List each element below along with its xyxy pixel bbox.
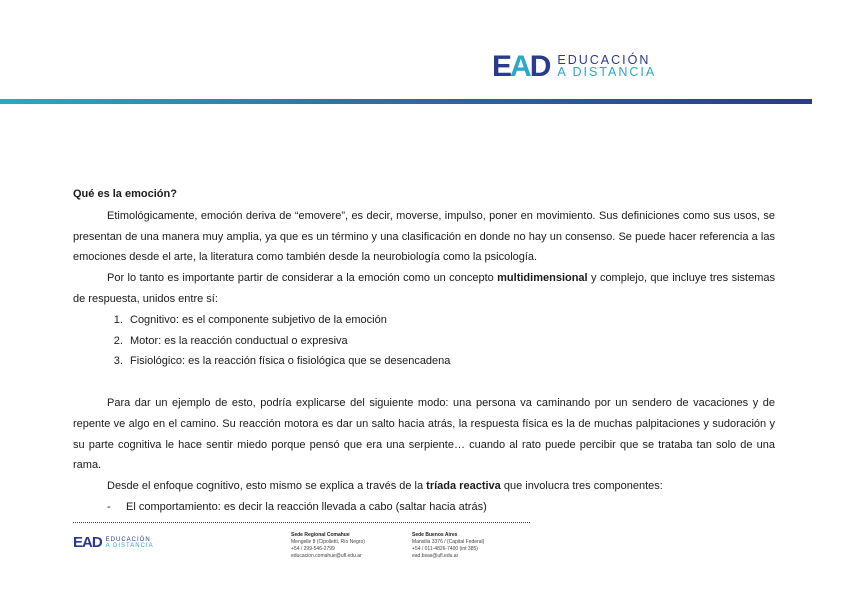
logo-line-1: EDUCACIÓN: [557, 53, 651, 67]
section-title: Qué es la emoción?: [73, 188, 177, 200]
footer-logo: EAD EDUCACIÓN A DISTANCIA: [73, 534, 154, 551]
list-item: 3. Fisiológico: es la reacción física o fisiológica que se desencadena: [126, 351, 775, 372]
document-body: [73, 184, 775, 518]
response-systems-list: [73, 310, 775, 372]
footer-sede-buenos-aires: Sede Buenos Aires Mansilla 3376 / (Capital Federal) +54 / 011-4826-7400 (int 385) ead.bsas@ufl.edu.ar: [412, 532, 485, 559]
header-divider: [0, 99, 812, 104]
paragraph-1: Etimológicamente, emoción deriva de “emovere”, es decir, moverse, impulso, poner en movimiento. Sus definiciones como sus usos, se presentan de una manera muy amplia, ya que es un término y una clasificación en donde no hay un consenso. Se puede hacer referencia a las emociones desde el arte, la literatura como también desde la neurobiología como la psicología.: [73, 209, 775, 264]
paragraph-3: Para dar un ejemplo de esto, podría explicarse del siguiente modo: una persona va caminando por un sendero de vacaciones y de repente ve algo en el camino. Su reacción motora es dar un salto hacia atrás, la respuesta física es la de muchas palpitaciones y sudoración y su parte cognitiva le hace sentir miedo porque pensó que era una serpiente… cuando al rato puede percibir que se trataba tan solo de una rama.: [73, 396, 775, 472]
header-logo: [492, 50, 657, 83]
ead-logo-mark: E A D: [492, 50, 550, 83]
footer-divider: [73, 522, 530, 523]
paragraph-4: Desde el enfoque cognitivo, esto mismo se explica a través de la tríada reactiva que involucra tres componentes:: [107, 480, 663, 493]
dash-list-item: - El comportamiento: es decir la reacción llevada a cabo (saltar hacia atrás): [107, 500, 487, 513]
footer-sede-comahue: Sede Regional Comahue Mengelle 8 (Cipolletti, Río Negro) +54 / 299-546-2799 educacion.comahue@ufl.edu.ar: [291, 532, 365, 559]
bold-term: tríada reactiva: [426, 480, 501, 493]
logo-words: [557, 54, 656, 78]
logo-line-2: A DISTANCIA: [557, 65, 657, 79]
paragraph-2: Por lo tanto es importante partir de considerar a la emoción como un concepto multidimensional y complejo, que incluye tres sistemas de respuesta, unidos entre sí:: [73, 272, 775, 305]
list-item: 1. Cognitivo: es el componente subjetivo de la emoción: [126, 310, 775, 331]
ead-logo-mark: EAD: [73, 534, 102, 551]
list-item: 2. Motor: es la reacción conductual o expresiva: [126, 331, 775, 352]
bold-term: multidimensional: [497, 272, 588, 285]
